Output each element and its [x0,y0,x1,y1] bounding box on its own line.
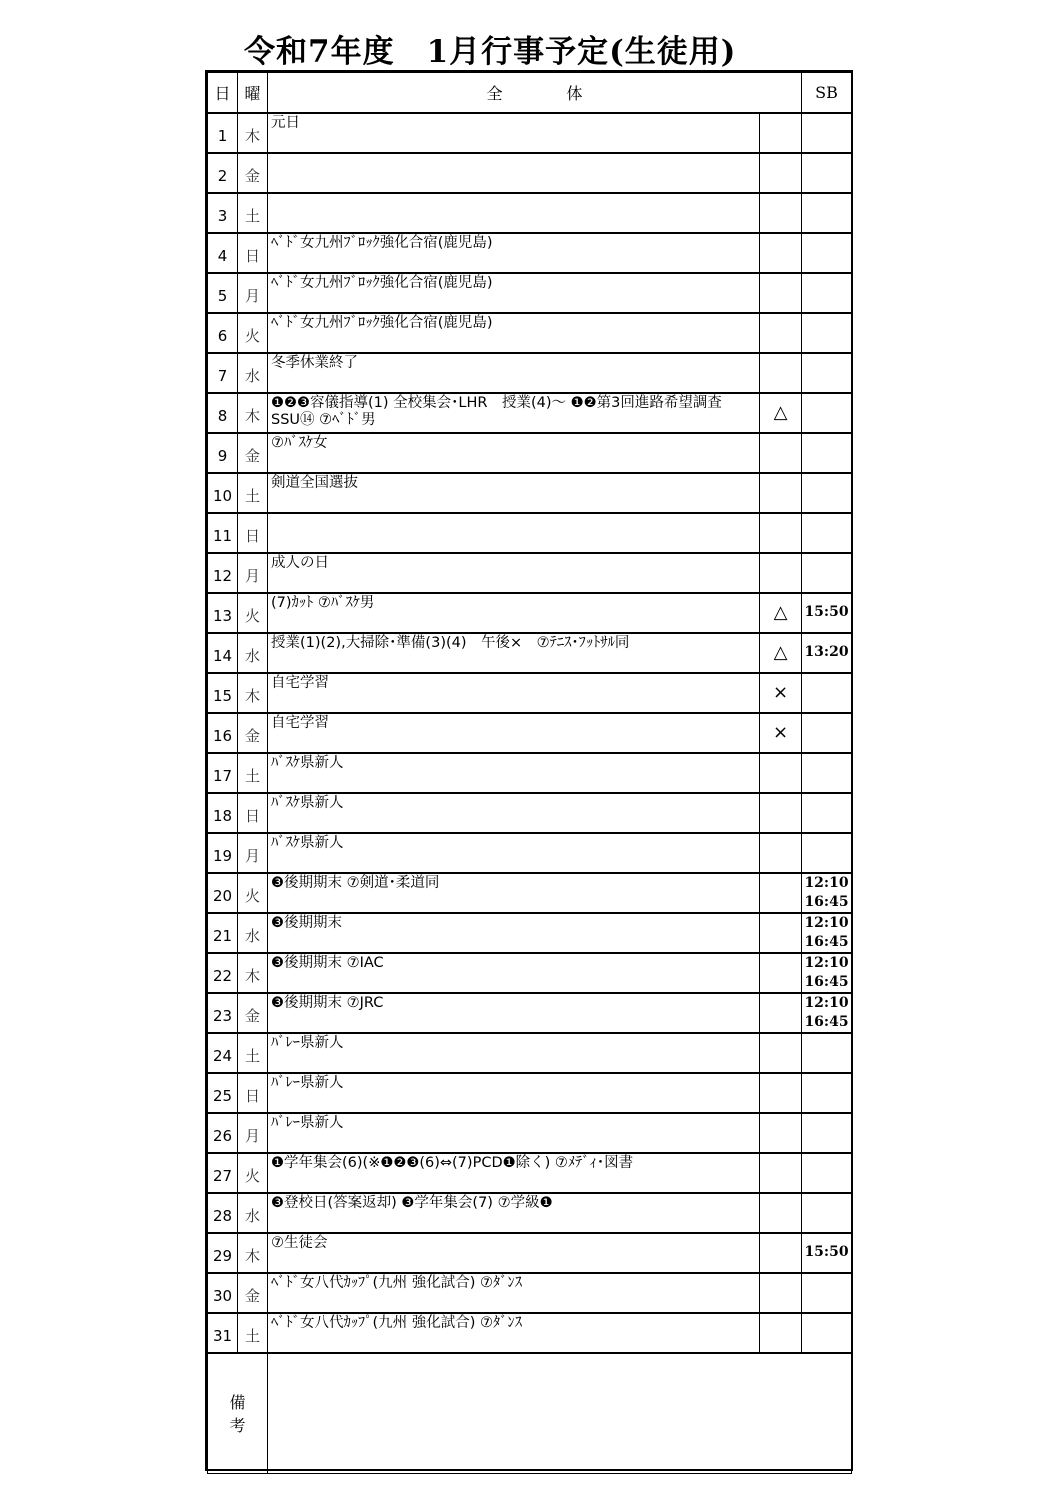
mark-cell [760,113,802,153]
date-cell: 9 [208,433,238,473]
event-cell: ❸後期期末 ⑦剣道･柔道同 [268,873,760,913]
weekday-cell: 土 [238,193,268,233]
event-cell: 冬季休業終了 [268,353,760,393]
table-row [208,1193,852,1233]
weekday-cell: 木 [238,113,268,153]
date-cell: 24 [208,1033,238,1073]
weekday-cell: 火 [238,593,268,633]
mark-cell [760,793,802,833]
weekday-cell: 日 [238,233,268,273]
mark-cell [760,1273,802,1313]
table-row [208,393,852,433]
table-row [208,353,852,393]
table-row [208,553,852,593]
sb-time-cell [802,793,852,833]
date-cell: 22 [208,953,238,993]
mark-cell [760,1153,802,1193]
date-cell: 26 [208,1113,238,1153]
weekday-cell: 木 [238,673,268,713]
mark-cell [760,193,802,233]
mark-cell [760,913,802,953]
event-cell: ﾊﾞﾚｰ県新人 [268,1113,760,1153]
table-row [208,113,852,153]
weekday-cell: 木 [238,393,268,433]
table-row [208,673,852,713]
mark-cell [760,873,802,913]
event-cell: 元日 [268,113,760,153]
event-cell: ﾍﾞﾄﾞ女八代ｶｯﾌﾟ(九州 強化試合) ⑦ﾀﾞﾝｽ [268,1313,760,1353]
event-cell [268,193,760,233]
sb-time-cell [802,433,852,473]
mark-cell [760,1233,802,1273]
sb-time-cell [802,1273,852,1313]
mark-cell [760,1113,802,1153]
table-row [208,1313,852,1353]
event-cell: ﾊﾞｽｹ県新人 [268,753,760,793]
weekday-cell: 土 [238,1313,268,1353]
sb-time-cell [802,753,852,793]
table-row [208,993,852,1033]
remarks-area [268,1353,852,1474]
weekday-cell: 土 [238,1033,268,1073]
event-cell: ﾍﾞﾄﾞ女八代ｶｯﾌﾟ(九州 強化試合) ⑦ﾀﾞﾝｽ [268,1273,760,1313]
weekday-cell: 月 [238,1113,268,1153]
mark-cell [760,1073,802,1113]
sb-time-cell [802,553,852,593]
sb-time-cell [802,353,852,393]
table-row [208,873,852,913]
sb-time-cell [802,1113,852,1153]
mark-cell [760,473,802,513]
sb-time-cell: 12:10 16:45 [802,953,852,993]
table-row [208,313,852,353]
sb-time-cell [802,313,852,353]
weekday-cell: 金 [238,713,268,753]
sb-time-cell [802,1313,852,1353]
date-cell: 11 [208,513,238,553]
event-cell: 自宅学習 [268,673,760,713]
table-row [208,1153,852,1193]
event-cell: 剣道全国選抜 [268,473,760,513]
weekday-cell: 火 [238,313,268,353]
mark-cell: △ [760,593,802,633]
mark-cell: △ [760,633,802,673]
mark-cell [760,1193,802,1233]
table-row [208,953,852,993]
mark-cell [760,833,802,873]
sb-time-cell [802,673,852,713]
weekday-cell: 金 [238,153,268,193]
table-row [208,633,852,673]
weekday-cell: 日 [238,793,268,833]
date-cell: 16 [208,713,238,753]
date-cell: 31 [208,1313,238,1353]
mark-cell [760,153,802,193]
mark-cell: × [760,673,802,713]
table-row [208,273,852,313]
weekday-cell: 土 [238,753,268,793]
date-cell: 8 [208,393,238,433]
event-cell: 自宅学習 [268,713,760,753]
header-overall: 全 体 [268,73,802,113]
weekday-cell: 日 [238,513,268,553]
table-row [208,1073,852,1113]
sb-time-cell [802,393,852,433]
weekday-cell: 月 [238,273,268,313]
table-row [208,1033,852,1073]
mark-cell [760,233,802,273]
header-day: 日 [208,73,238,113]
mark-cell: × [760,713,802,753]
event-cell: ﾊﾞｽｹ県新人 [268,833,760,873]
table-row [208,473,852,513]
event-cell: ❸登校日(答案返却) ❸学年集会(7) ⑦学級❶ [268,1193,760,1233]
weekday-cell: 月 [238,553,268,593]
date-cell: 6 [208,313,238,353]
mark-cell [760,313,802,353]
weekday-cell: 水 [238,633,268,673]
schedule-table [207,72,852,1474]
event-cell: ﾊﾞｽｹ県新人 [268,793,760,833]
event-cell: 授業(1)(2),大掃除･準備(3)(4) 午後× ⑦ﾃﾆｽ･ﾌｯﾄｻﾙ同 [268,633,760,673]
sb-time-cell: 13:20 [802,633,852,673]
table-row [208,153,852,193]
sb-time-cell [802,193,852,233]
weekday-cell: 火 [238,1153,268,1193]
date-cell: 1 [208,113,238,153]
sb-time-cell: 12:10 16:45 [802,913,852,953]
sb-time-cell: 15:50 [802,1233,852,1273]
sb-time-cell: 15:50 [802,593,852,633]
date-cell: 23 [208,993,238,1033]
sb-time-cell [802,233,852,273]
date-cell: 3 [208,193,238,233]
table-row [208,233,852,273]
mark-cell [760,513,802,553]
event-cell: ❸後期期末 ⑦IAC [268,953,760,993]
weekday-cell: 木 [238,953,268,993]
event-cell [268,513,760,553]
date-cell: 14 [208,633,238,673]
schedule-sheet [205,70,853,1471]
table-row [208,1273,852,1313]
event-cell: ﾍﾞﾄﾞ女九州ﾌﾞﾛｯｸ強化合宿(鹿児島) [268,313,760,353]
date-cell: 18 [208,793,238,833]
event-cell: ❸後期期末 [268,913,760,953]
mark-cell [760,993,802,1033]
date-cell: 5 [208,273,238,313]
mark-cell [760,553,802,593]
weekday-cell: 火 [238,873,268,913]
mark-cell [760,273,802,313]
event-cell [268,153,760,193]
sb-time-cell [802,1193,852,1233]
event-cell: ﾊﾞﾚｰ県新人 [268,1033,760,1073]
table-row [208,913,852,953]
table-row [208,513,852,553]
table-row [208,713,852,753]
date-cell: 15 [208,673,238,713]
table-row [208,433,852,473]
date-cell: 19 [208,833,238,873]
header-row [208,73,852,113]
sb-time-cell [802,473,852,513]
date-cell: 4 [208,233,238,273]
mark-cell [760,1313,802,1353]
date-cell: 21 [208,913,238,953]
mark-cell [760,353,802,393]
event-cell: ﾍﾞﾄﾞ女九州ﾌﾞﾛｯｸ強化合宿(鹿児島) [268,233,760,273]
weekday-cell: 水 [238,353,268,393]
weekday-cell: 金 [238,993,268,1033]
event-cell: ⑦生徒会 [268,1233,760,1273]
sb-time-cell [802,1153,852,1193]
event-cell: ❶❷❸容儀指導(1) 全校集会･LHR 授業(4)～ ❶❷第3回進路希望調査 SSU⑭ ⑦ﾍﾞﾄﾞ男 [268,393,760,433]
date-cell: 10 [208,473,238,513]
table-row [208,593,852,633]
remarks-label: 備 考 [208,1353,268,1474]
header-sb: SB [802,73,852,113]
weekday-cell: 月 [238,833,268,873]
date-cell: 13 [208,593,238,633]
weekday-cell: 金 [238,1273,268,1313]
weekday-cell: 水 [238,1193,268,1233]
date-cell: 28 [208,1193,238,1233]
weekday-cell: 金 [238,433,268,473]
table-row [208,193,852,233]
weekday-cell: 土 [238,473,268,513]
sb-time-cell [802,713,852,753]
remarks-row [208,1353,852,1474]
sb-time-cell [802,1033,852,1073]
sb-time-cell [802,153,852,193]
date-cell: 27 [208,1153,238,1193]
sb-time-cell [802,1073,852,1113]
mark-cell [760,1033,802,1073]
mark-cell [760,433,802,473]
table-row [208,833,852,873]
page-title: 令和7年度 1月行事予定(生徒用) [244,34,737,70]
date-cell: 17 [208,753,238,793]
sb-time-cell [802,513,852,553]
date-cell: 2 [208,153,238,193]
header-weekday: 曜 [238,73,268,113]
event-cell: 成人の日 [268,553,760,593]
weekday-cell: 水 [238,913,268,953]
sb-time-cell: 12:10 16:45 [802,993,852,1033]
event-cell: ❸後期期末 ⑦JRC [268,993,760,1033]
date-cell: 20 [208,873,238,913]
table-row [208,793,852,833]
event-cell: ⑦ﾊﾞｽｹ女 [268,433,760,473]
date-cell: 7 [208,353,238,393]
weekday-cell: 日 [238,1073,268,1113]
weekday-cell: 木 [238,1233,268,1273]
mark-cell: △ [760,393,802,433]
event-cell: (7)ｶｯﾄ ⑦ﾊﾞｽｹ男 [268,593,760,633]
table-row [208,1233,852,1273]
sb-time-cell [802,833,852,873]
event-cell: ﾊﾞﾚｰ県新人 [268,1073,760,1113]
mark-cell [760,753,802,793]
date-cell: 25 [208,1073,238,1113]
table-row [208,1113,852,1153]
event-cell: ❶学年集会(6)(※❶❷❸(6)⇔(7)PCD❶除く) ⑦ﾒﾃﾞｨ･図書 [268,1153,760,1193]
date-cell: 29 [208,1233,238,1273]
sb-time-cell [802,273,852,313]
mark-cell [760,953,802,993]
sb-time-cell: 12:10 16:45 [802,873,852,913]
sb-time-cell [802,113,852,153]
date-cell: 12 [208,553,238,593]
table-row [208,753,852,793]
event-cell: ﾍﾞﾄﾞ女九州ﾌﾞﾛｯｸ強化合宿(鹿児島) [268,273,760,313]
date-cell: 30 [208,1273,238,1313]
